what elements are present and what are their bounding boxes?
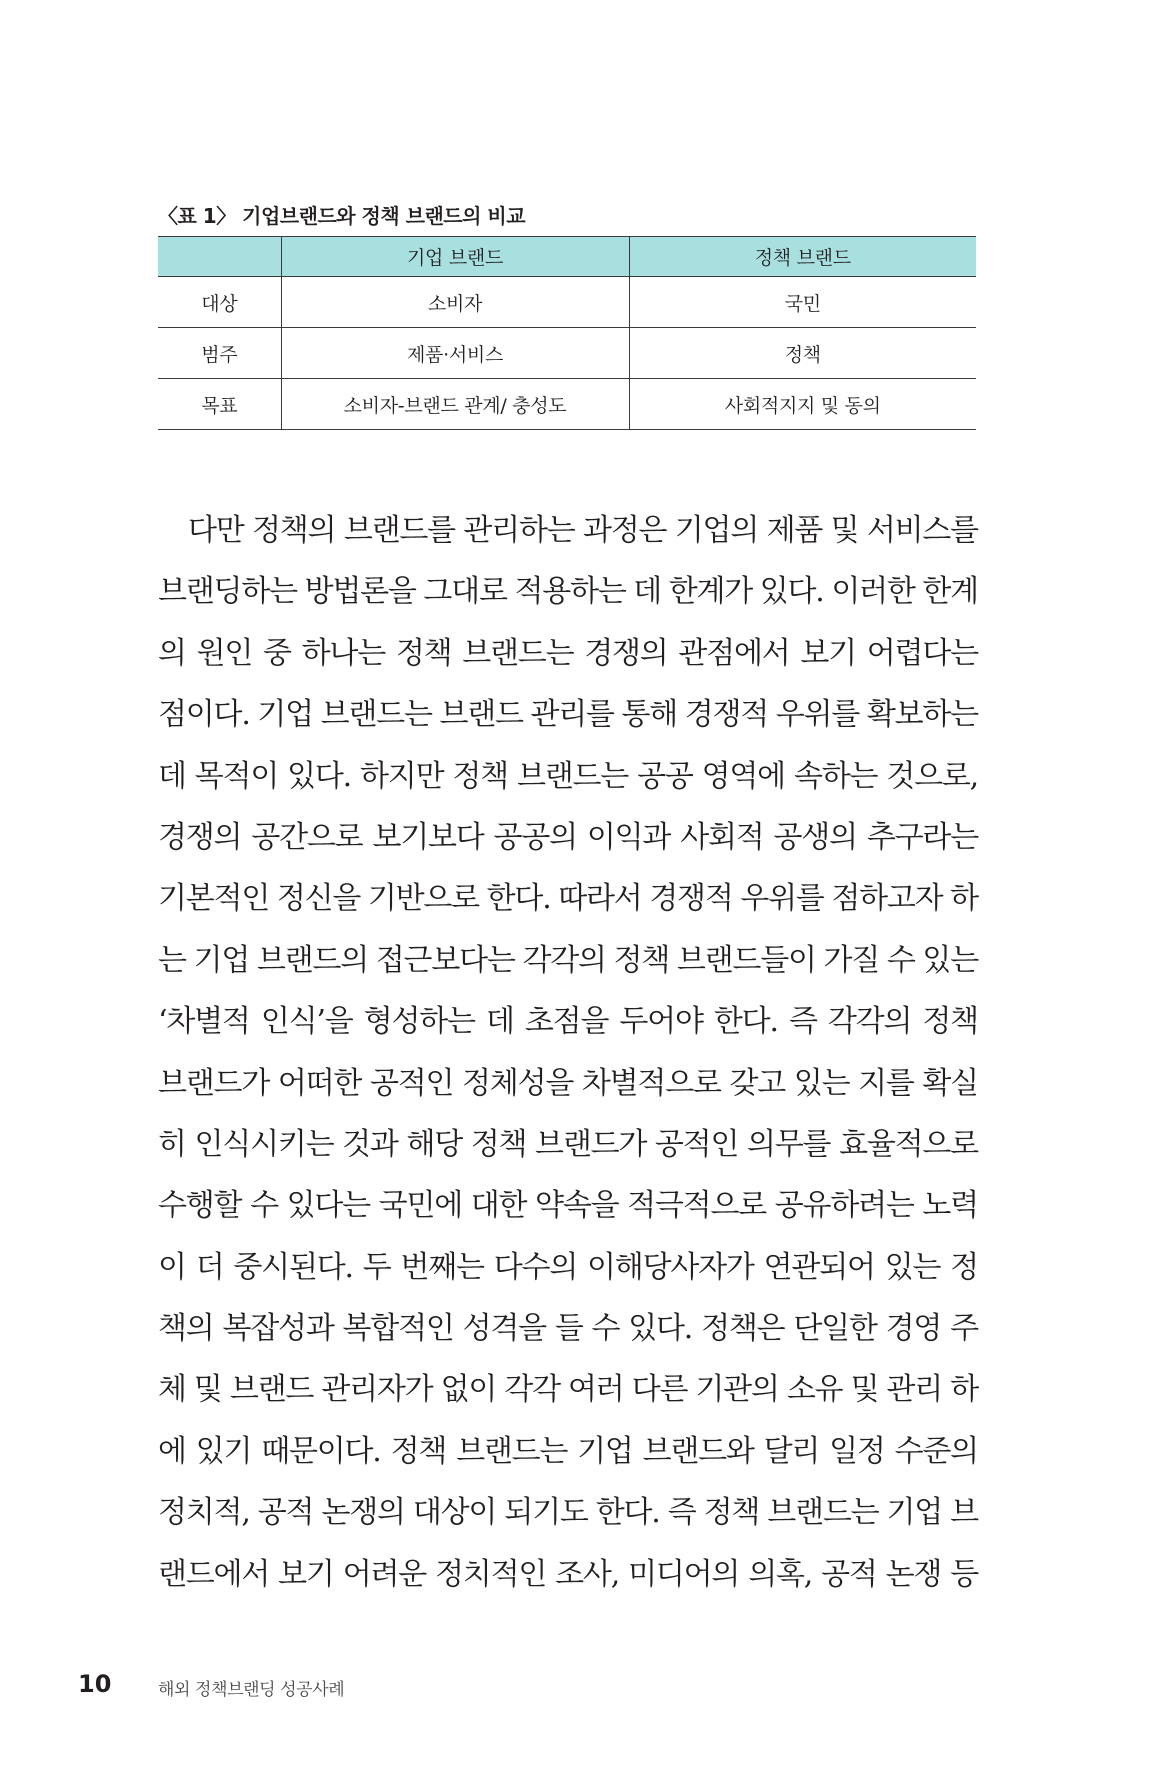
body-word: 가질 <box>823 942 880 978</box>
book-title: 해외 정책브랜딩 성공사례 <box>158 1680 345 1700</box>
body-word: 형성하는 <box>363 1004 475 1040</box>
body-word: 및 <box>850 1372 879 1408</box>
body-word: 에 <box>158 1433 186 1469</box>
body-word: 적용하는 <box>514 574 626 610</box>
body-word: 주 <box>950 1311 978 1347</box>
body-word: 는 <box>158 942 186 978</box>
table-header-cell <box>158 237 281 277</box>
body-word: 경쟁적 <box>649 881 733 917</box>
body-word: 해당 <box>406 1126 463 1162</box>
body-line <box>158 868 978 929</box>
body-word: 정치적, <box>158 1495 250 1531</box>
body-word: 지를 <box>858 1065 914 1101</box>
body-word: 그대로 <box>423 574 507 610</box>
body-word: 이익과 <box>586 819 671 855</box>
body-word: 접근보다는 <box>375 942 515 978</box>
body-word: 갖고 <box>729 1065 786 1101</box>
body-word: 기업 <box>193 942 250 978</box>
body-word: 체 <box>158 1372 186 1408</box>
body-word: 어려운 <box>342 1556 427 1592</box>
body-word: 확실 <box>922 1065 978 1101</box>
body-word: 즉 <box>788 1004 817 1040</box>
body-word: 두어야 <box>619 1004 703 1040</box>
table-cell: 사회적지지 및 동의 <box>629 379 976 430</box>
body-word: 대한 <box>470 1188 527 1224</box>
body-word: 달리 <box>763 1433 820 1469</box>
body-word: 정신을 <box>276 881 361 917</box>
body-word: 차별적으로 <box>581 1065 721 1101</box>
body-line <box>158 684 978 745</box>
body-word: 브랜드는 <box>767 1495 879 1531</box>
body-word: 공적 <box>821 1556 877 1592</box>
body-word: 브랜드가 <box>535 1126 647 1162</box>
body-word: 관점에서 <box>678 635 790 671</box>
body-word: 등 <box>950 1556 978 1592</box>
body-line <box>158 1053 978 1114</box>
body-word: 점이다. <box>158 697 250 733</box>
body-word: 어떠한 <box>277 1065 362 1101</box>
body-word: 경쟁적 <box>684 697 769 733</box>
body-word: 중시된다. <box>233 1249 353 1285</box>
body-word: 수준의 <box>894 1433 978 1469</box>
body-word: 방법론을 <box>304 574 416 610</box>
body-word: 제품 <box>766 513 823 548</box>
body-word: 브랜드들이 <box>676 942 816 978</box>
body-word: 각각의 <box>522 942 606 978</box>
body-word: 정책 <box>452 758 508 794</box>
body-word: 의무를 <box>746 1126 831 1162</box>
body-word: 브랜드는 <box>320 697 432 733</box>
body-word: 각각의 <box>827 1004 912 1040</box>
body-word: 한계가 <box>668 574 753 610</box>
body-word: 즉 <box>667 1495 696 1531</box>
body-word: 한다. <box>595 1495 660 1531</box>
body-line <box>158 1482 978 1543</box>
body-word: 공적인 <box>654 1126 739 1162</box>
body-word: 우위를 <box>740 881 824 917</box>
body-word: 연관되어 <box>763 1249 875 1285</box>
body-word: 효율적으로 <box>839 1126 978 1162</box>
body-word: 추구라는 <box>866 819 978 855</box>
body-word: 다른 <box>631 1372 688 1408</box>
body-word: 공적인 <box>369 1065 454 1101</box>
body-word: 원인 <box>196 635 253 671</box>
body-word: 수 <box>591 1311 620 1347</box>
table-caption: 〈표 1〉 기업브랜드와 정책 브랜드의 비교 <box>158 204 526 228</box>
body-word: 있다. <box>287 758 352 794</box>
body-word: 기반으로 <box>367 881 479 917</box>
body-word: 데 <box>485 1004 514 1040</box>
table-row <box>158 328 976 379</box>
body-word: 기업 <box>577 1433 633 1469</box>
body-word: 정책 <box>922 1004 978 1040</box>
body-word: 및 <box>830 513 859 548</box>
body-word: 적극적으로 <box>627 1188 767 1224</box>
body-word: 서비스를 <box>866 513 978 548</box>
body-word: 관리를 <box>530 697 614 733</box>
body-word: 다만 <box>188 513 244 548</box>
body-word: 초점을 <box>524 1004 609 1040</box>
body-word: 영역에 <box>701 758 785 794</box>
body-word: 정책의 <box>252 513 336 548</box>
table-header-row <box>158 237 976 277</box>
table-cell: 소비자 <box>281 277 629 328</box>
body-word: 정책 <box>395 635 452 671</box>
body-word: 노력 <box>922 1188 978 1224</box>
body-word: 기업의 <box>674 513 759 548</box>
body-word: 중 <box>263 635 291 671</box>
body-line <box>158 500 978 561</box>
table-row <box>158 379 976 430</box>
row-label: 목표 <box>158 379 281 430</box>
body-word: 여러 <box>568 1372 624 1408</box>
body-word: 사회적 <box>680 819 764 855</box>
table-cell: 소비자-브랜드 관계/ 충성도 <box>281 379 629 430</box>
body-word: 브랜딩하는 <box>158 574 297 610</box>
body-word: 관리자가 <box>321 1372 433 1408</box>
body-word: 있다. <box>759 574 824 610</box>
body-word: 정책 <box>703 1495 760 1531</box>
body-word: 한다. <box>713 1004 778 1040</box>
body-line <box>158 1237 978 1298</box>
body-word: 대상이 <box>412 1495 497 1531</box>
body-word: 때문이다. <box>261 1433 381 1469</box>
body-word: 브 <box>950 1495 978 1531</box>
comparison-table <box>158 236 976 430</box>
body-word: 약속을 <box>535 1188 619 1224</box>
body-line <box>158 991 978 1052</box>
body-word: 국민에 <box>378 1188 463 1224</box>
row-label: 대상 <box>158 277 281 328</box>
body-word: 보기보다 <box>372 819 484 855</box>
page-number: 10 <box>78 1670 112 1698</box>
body-word: 정 <box>950 1249 978 1285</box>
body-word: 정치적인 <box>435 1556 547 1592</box>
body-word: 있는 <box>884 1249 941 1285</box>
body-word: 통해 <box>621 697 678 733</box>
body-line <box>158 561 978 622</box>
body-word: 수 <box>250 1188 278 1224</box>
body-word: 브랜드는 <box>516 758 629 794</box>
body-word: 경쟁의 <box>584 635 668 671</box>
body-line <box>158 623 978 684</box>
body-word: 보기 <box>278 1556 334 1592</box>
body-word: 기업 <box>886 1495 943 1531</box>
body-word: 한계 <box>922 574 978 610</box>
body-word: 것과 <box>342 1126 398 1162</box>
body-word: 브랜드는 <box>462 635 574 671</box>
body-word: 한다. <box>486 881 551 917</box>
table-cell: 제품·서비스 <box>281 328 629 379</box>
body-word: 하 <box>950 881 978 917</box>
body-word: 공공의 <box>493 819 577 855</box>
table-header-cell: 정책 브랜드 <box>629 237 976 277</box>
body-word: 더 <box>195 1249 224 1285</box>
body-word: 기관의 <box>695 1372 779 1408</box>
body-word: 및 <box>193 1372 222 1408</box>
body-word: 데 <box>633 574 662 610</box>
body-word: 점하고자 <box>831 881 943 917</box>
body-line <box>158 1544 978 1605</box>
body-word: 히 <box>158 1126 186 1162</box>
body-paragraph <box>158 500 978 1605</box>
body-word: 수 <box>886 942 915 978</box>
row-label: 범주 <box>158 328 281 379</box>
body-word: 기본적인 <box>158 881 270 917</box>
table-cell: 국민 <box>629 277 976 328</box>
body-line <box>158 930 978 991</box>
body-word: 각각 <box>504 1372 560 1408</box>
body-word: 공생의 <box>773 819 857 855</box>
body-word: 이러한 <box>831 574 915 610</box>
body-word: 공간으로 <box>251 819 363 855</box>
body-line <box>158 746 978 807</box>
body-word: 랜드에서 <box>158 1556 270 1592</box>
body-word: 데 <box>158 758 186 794</box>
body-word: 논쟁 <box>885 1556 942 1592</box>
body-word: 경영 <box>885 1311 942 1347</box>
body-word: 일정 <box>829 1433 885 1469</box>
body-word: 브랜드 <box>439 697 523 733</box>
body-word: 브랜드의 <box>256 942 368 978</box>
body-word: 복잡성과 <box>222 1311 334 1347</box>
body-word: 정책 <box>390 1433 447 1469</box>
body-word: 우위를 <box>775 697 860 733</box>
body-word: 소유 <box>786 1372 843 1408</box>
body-word: 공적 <box>257 1495 314 1531</box>
body-word: 브랜드는 <box>456 1433 568 1469</box>
body-word: 책의 <box>158 1311 214 1347</box>
body-word: 의 <box>158 635 186 671</box>
body-word: 관리 <box>886 1372 943 1408</box>
body-word: 이해당사자가 <box>587 1249 754 1285</box>
body-word: 하 <box>950 1372 978 1408</box>
body-word: 인식’을 <box>260 1004 353 1040</box>
body-word: 브랜드가 <box>158 1065 270 1101</box>
body-line <box>158 1421 978 1482</box>
body-word: 수행할 <box>158 1188 242 1224</box>
body-line <box>158 807 978 868</box>
body-line <box>158 1359 978 1420</box>
body-word: 다수의 <box>493 1249 578 1285</box>
body-word: 정책은 <box>701 1311 785 1347</box>
body-word: 공유하려는 <box>774 1188 914 1224</box>
body-word: 번째는 <box>400 1249 484 1285</box>
body-word: 들 <box>554 1311 583 1347</box>
body-word: 두 <box>362 1249 391 1285</box>
body-word: 브랜드를 <box>343 513 455 548</box>
table-header-cell: 기업 브랜드 <box>281 237 629 277</box>
body-word: 따라서 <box>558 881 642 917</box>
body-word: 미디어의 <box>628 1556 740 1592</box>
body-word: 복합적인 <box>342 1311 454 1347</box>
body-word: 정책 <box>470 1126 527 1162</box>
body-word: 있다. <box>628 1311 693 1347</box>
body-word: 인식시키는 <box>194 1126 334 1162</box>
body-word: 하지만 <box>360 758 444 794</box>
body-word: 정체성을 <box>462 1065 574 1101</box>
body-word: 속하는 <box>793 758 878 794</box>
body-word: 목적이 <box>194 758 279 794</box>
table-cell: 정책 <box>629 328 976 379</box>
body-word: 어렵다는 <box>866 635 978 671</box>
body-word: 브랜드와 <box>642 1433 754 1469</box>
body-word: 공공 <box>637 758 693 794</box>
body-line <box>158 1114 978 1175</box>
body-word: 브랜드 <box>229 1372 314 1408</box>
body-line <box>158 1175 978 1236</box>
body-word: 있다는 <box>286 1188 370 1224</box>
body-line <box>158 1298 978 1359</box>
body-word: 성격을 <box>462 1311 546 1347</box>
body-word: 단일한 <box>793 1311 877 1347</box>
body-word: 조사, <box>555 1556 620 1592</box>
body-word: 없이 <box>440 1372 497 1408</box>
body-word: 하나는 <box>301 635 385 671</box>
body-word: 되기도 <box>504 1495 588 1531</box>
body-word: 의혹, <box>748 1556 813 1592</box>
body-word: 논쟁의 <box>321 1495 405 1531</box>
body-word: 있는 <box>793 1065 850 1101</box>
body-word: 기업 <box>257 697 313 733</box>
body-word: 있는 <box>922 942 978 978</box>
body-word: 것으로, <box>886 758 978 794</box>
body-word: 과정은 <box>582 513 667 548</box>
body-word: 정책 <box>613 942 670 978</box>
body-word: 관리하는 <box>463 513 575 548</box>
body-word: 경쟁의 <box>158 819 242 855</box>
body-word: ‘차별적 <box>158 1004 250 1040</box>
body-word: 보기 <box>800 635 856 671</box>
body-word: 있기 <box>195 1433 252 1469</box>
table-row <box>158 277 976 328</box>
body-word: 확보하는 <box>866 697 978 733</box>
body-word: 이 <box>158 1249 186 1285</box>
